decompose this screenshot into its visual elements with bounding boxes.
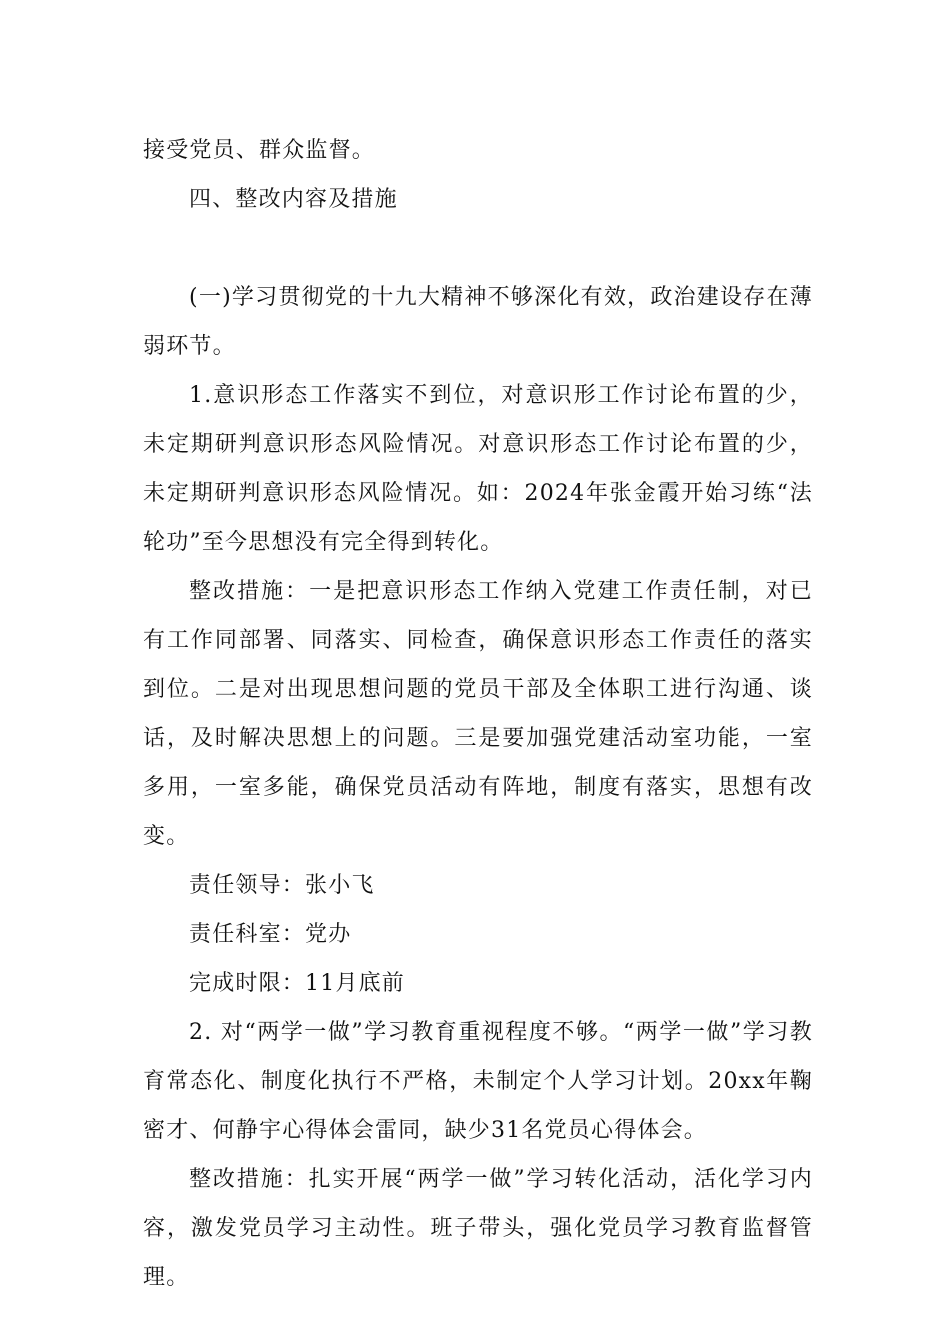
responsible-office: 责任科室：党办 xyxy=(189,922,352,947)
issue-paragraph-1: 1.意识形态工作落实不到位，对意识形工作讨论布置的少，未定期研判意识形态风险情况。对意识形态工作讨论布置的少，未定期研判意识形态风险情况。如：2024年张金霞开始习练“法轮功”至今思想没有完全得到转化。 xyxy=(143,383,813,555)
subsection-heading: (一)学习贯彻党的十九大精神不够深化有效，政治建设存在薄弱环节。 xyxy=(143,285,813,359)
measures-paragraph-2: 整改措施：扎实开展“两学一做”学习转化活动，活化学习内容，激发党员学习主动性。班子带头，强化党员学习教育监督管理。 xyxy=(143,1167,813,1290)
measures-paragraph-1: 整改措施：一是把意识形态工作纳入党建工作责任制，对已有工作同部署、同落实、同检查，确保意识形态工作责任的落实到位。二是对出现思想问题的党员干部及全体职工进行沟通、谈话，及时解决思想上的问题。三是要加强党建活动室功能，一室多用，一室多能，确保党员活动有阵地，制度有落实，思想有改变。 xyxy=(143,579,813,849)
deadline: 完成时限：11月底前 xyxy=(189,971,405,996)
responsible-leader: 责任领导：张小飞 xyxy=(189,873,375,898)
blank-line xyxy=(143,224,813,273)
section-heading: 四、整改内容及措施 xyxy=(189,187,398,212)
paragraph-continuation: 接受党员、群众监督。 xyxy=(143,138,376,163)
document-body xyxy=(143,126,813,1302)
issue-paragraph-2: 2. 对“两学一做”学习教育重视程度不够。“两学一做”学习教育常态化、制度化执行不严格，未制定个人学习计划。20xx年鞠密才、何静宇心得体会雷同，缺少31名党员心得体会。 xyxy=(143,1020,813,1143)
